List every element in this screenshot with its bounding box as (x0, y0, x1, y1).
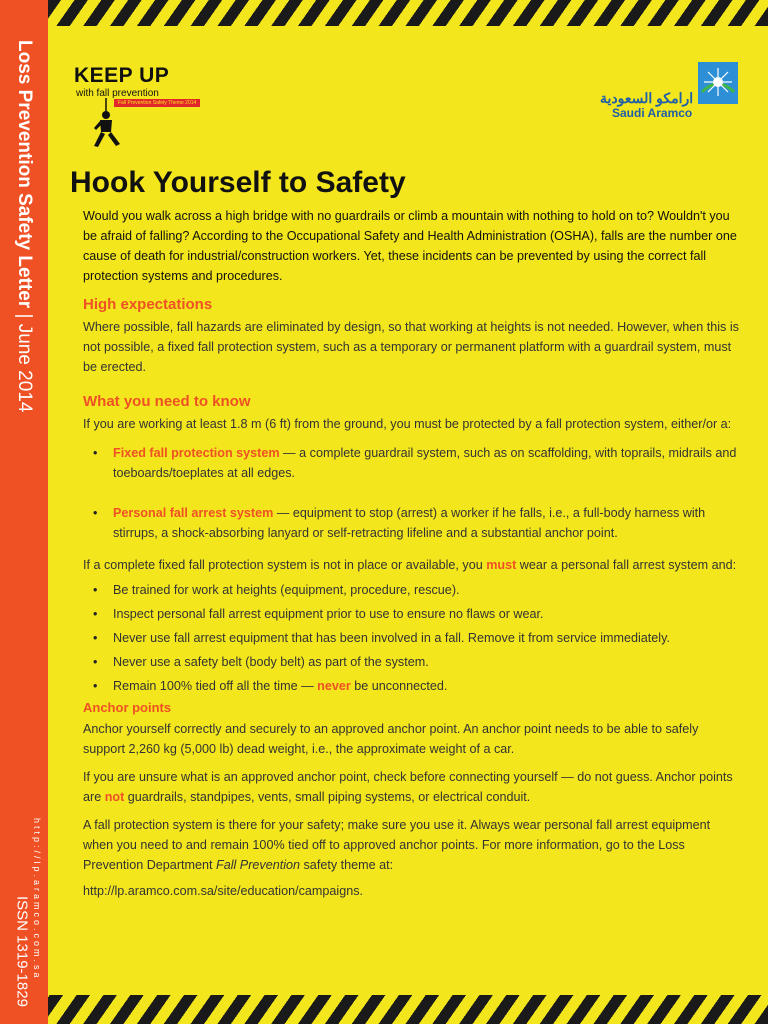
list-item: • Inspect personal fall arrest equipment prior to use to ensure no flaws or wear. (83, 604, 743, 624)
list-item: • Personal fall arrest system — equipment to stop (arrest) a worker if he falls, i.e., a full-body harness with stirrups, a shock-absorbing lanyard or self-retracting lifeline and a substantial anchor point. (83, 503, 743, 543)
aramco-arabic-name: ارامكو السعودية (600, 90, 694, 106)
must-paragraph: If a complete fixed fall protection system is not in place or available, you must wear a personal fall arrest system and: (83, 558, 737, 572)
hazard-stripe-bottom (48, 995, 768, 1024)
issn-number: ISSN 1319-1829 (13, 896, 31, 1007)
list-item: • Remain 100% tied off all the time — never be unconnected. (83, 676, 743, 696)
rules-list (83, 580, 743, 696)
list-item: • Never use fall arrest equipment that has been involved in a fall. Remove it from service immediately. (83, 628, 743, 648)
keep-up-subtitle: with fall prevention (76, 88, 159, 99)
newsletter-title: Loss Prevention Safety Letter | June 2014 (14, 40, 35, 413)
heading-what-you-need-to-know: What you need to know (83, 393, 251, 410)
website-url[interactable]: http://lp.aramco.com.sa (32, 818, 42, 981)
saudi-aramco-logo (600, 62, 740, 122)
need-paragraph: If you are working at least 1.8 m (6 ft) from the ground, you must be protected by a fall protection system, either/or a: (83, 417, 732, 431)
list-item: • Fixed fall protection system — a complete guardrail system, such as on scaffolding, with toprails, midrails and toeboards/toeplates at all edges. (83, 443, 743, 483)
heading-high-expectations: High expectations (83, 296, 213, 313)
sidebar-band (0, 0, 48, 1024)
campaign-link[interactable]: http://lp.aramco.com.sa/site/education/campaigns. (83, 884, 364, 898)
list-item: • Be trained for work at heights (equipment, procedure, rescue). (83, 580, 743, 600)
heading-anchor-points: Anchor points (83, 700, 172, 715)
aramco-star-icon (698, 62, 738, 104)
closing-paragraph: A fall protection system is there for your safety; make sure you use it. Always wear personal fall arrest equipment when you need to and remain 100% tied off to approved anchor points. For more information, go to the Loss Prevention Department Fall Prevention safety theme at: (83, 818, 711, 872)
anchor-paragraph-1: Anchor yourself correctly and securely to an approved anchor point. An anchor point needs to be able to safely support 2,260 kg (5,000 lb) dead weight, i.e., the approximate weight of a car. (83, 722, 699, 756)
keep-up-tag: Fall Prevention Safety Theme 2014 (114, 99, 200, 107)
keep-up-logo (74, 64, 214, 154)
keep-up-title: KEEP UP (74, 64, 170, 87)
article-body (83, 206, 743, 901)
expectations-paragraph: Where possible, fall hazards are eliminated by design, so that working at heights is not needed. However, when this is not possible, a fixed fall protection system, such as a temporary or permanent platform with a guardrail system, must be erected. (83, 320, 739, 374)
aramco-english-name: Saudi Aramco (612, 106, 693, 120)
intro-paragraph: Would you walk across a high bridge with no guardrails or climb a mountain with nothing to hold on to? Wouldn't you be afraid of falling? According to the Occupational Safety and Health Administration (OSHA), falls are the number one cause of death for industrial/construction workers. Yet, these incidents can be prevented by using the correct fall protection systems and procedures. (83, 209, 737, 283)
article-title: Hook Yourself to Safety (70, 166, 406, 199)
system-list (83, 443, 743, 543)
list-item: • Never use a safety belt (body belt) as part of the system. (83, 652, 743, 672)
anchor-paragraph-2: If you are unsure what is an approved anchor point, check before connecting yourself — do not guess. Anchor points are not guardrails, standpipes, vents, small piping systems, or electrical conduit. (83, 770, 733, 804)
climber-icon (86, 98, 126, 152)
hazard-stripe-top (48, 0, 768, 26)
